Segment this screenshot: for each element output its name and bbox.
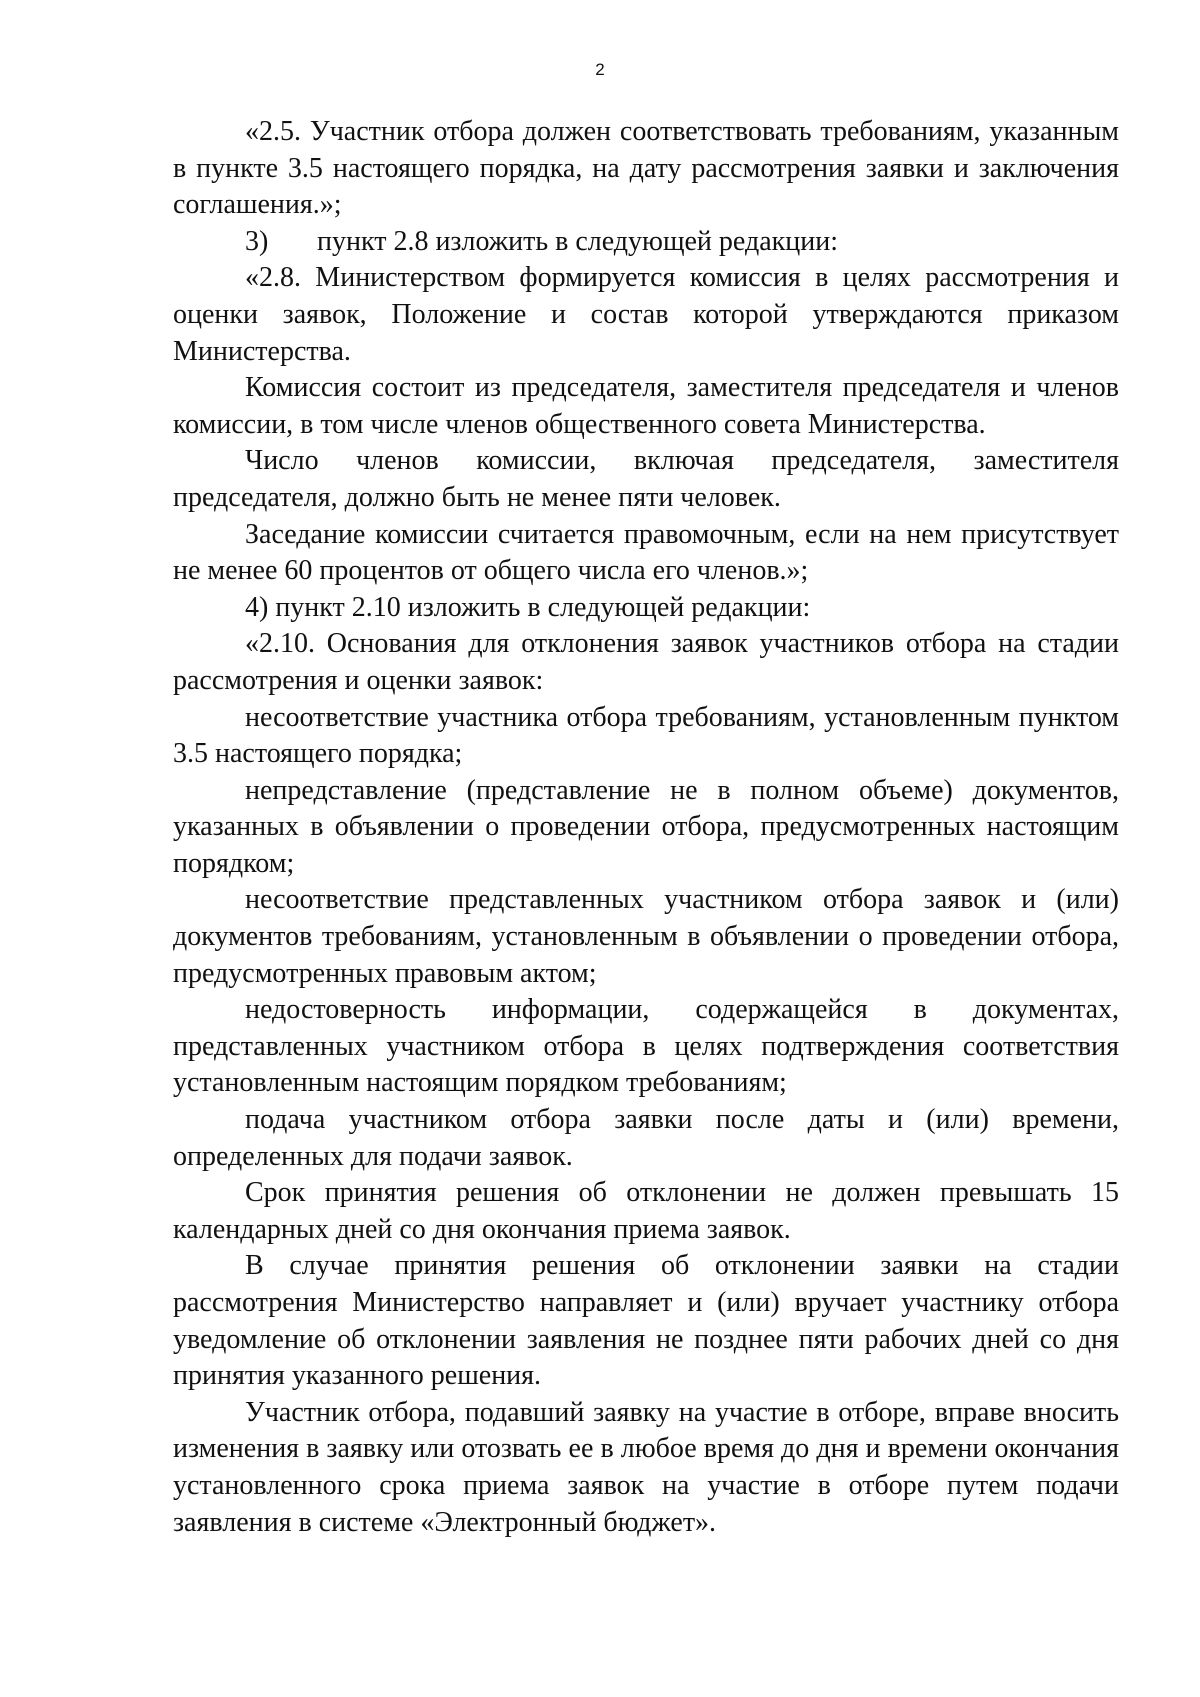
paragraph-reason-late-submission: подача участником отбора заявки после даты и (или) времени, определенных для подачи заявок.	[173, 1104, 1119, 1172]
paragraph-reason-noncompliance: несоответствие участника отбора требованиям, установленным пунктом 3.5 настоящего порядка;	[173, 701, 1119, 770]
paragraph-2-5: «2.5. Участник отбора должен соответствовать требованиям, указанным в пункте 3.5 настоящего порядка, на дату рассмотрения заявки и заключения соглашения.»;	[173, 116, 1119, 221]
paragraph-reason-inaccuracy: недостоверность информации, содержащейся в документах, представленных участником отбора в целях подтверждения соответствия установленным настоящим порядком требованиям;	[173, 994, 1119, 1099]
list-item-4: 4) пункт 2.10 изложить в следующей редакции:	[245, 591, 811, 623]
paragraph-decision-term: Срок принятия решения об отклонении не должен превышать 15 календарных дней со дня окончания приема заявок.	[173, 1177, 1119, 1245]
paragraph-2-10: «2.10. Основания для отклонения заявок участников отбора на стадии рассмотрения и оценки заявок:	[173, 628, 1119, 696]
list-item-3-marker: 3)	[245, 225, 269, 257]
paragraph-2-8: «2.8. Министерством формируется комиссия в целях рассмотрения и оценки заявок, Положение и состав которой утверждаются приказом Министерства.	[173, 262, 1119, 367]
list-item-3	[173, 224, 1119, 261]
page-number: 2	[595, 60, 605, 79]
paragraph-reason-docs-mismatch: несоответствие представленных участником отбора заявок и (или) документов требованиям, установленным в объявлении о проведении отбора, предусмотренных правовым актом;	[173, 884, 1119, 989]
list-item-3-text: пункт 2.8 изложить в следующей редакции:	[317, 225, 838, 257]
paragraph-commission-size: Число членов комиссии, включая председателя, заместителя председателя, должно быть не менее пяти человек.	[173, 445, 1119, 513]
paragraph-commission-composition: Комиссия состоит из председателя, заместителя председателя и членов комиссии, в том числе членов общественного совета Министерства.	[173, 372, 1119, 440]
paragraph-application-changes: Участник отбора, подавший заявку на участие в отборе, вправе вносить изменения в заявку или отозвать ее в любое время до дня и времени окончания установленного срока приема заявок на участие в отборе путем подачи заявления в системе «Электронный бюджет».	[173, 1396, 1119, 1538]
paragraph-reason-missing-docs: непредставление (представление не в полном объеме) документов, указанных в объявлении о проведении отбора, предусмотренных настоящим порядком;	[173, 774, 1119, 879]
paragraph-quorum: Заседание комиссии считается правомочным, если на нем присутствует не менее 60 процентов от общего числа его членов.»;	[173, 518, 1119, 587]
paragraph-rejection-notice: В случае принятия решения об отклонении заявки на стадии рассмотрения Министерство направляет и (или) вручает участнику отбора уведомление об отклонении заявления не позднее пяти рабочих дней со дня принятия указанного решения.	[173, 1250, 1119, 1392]
document-body	[173, 114, 1119, 1541]
